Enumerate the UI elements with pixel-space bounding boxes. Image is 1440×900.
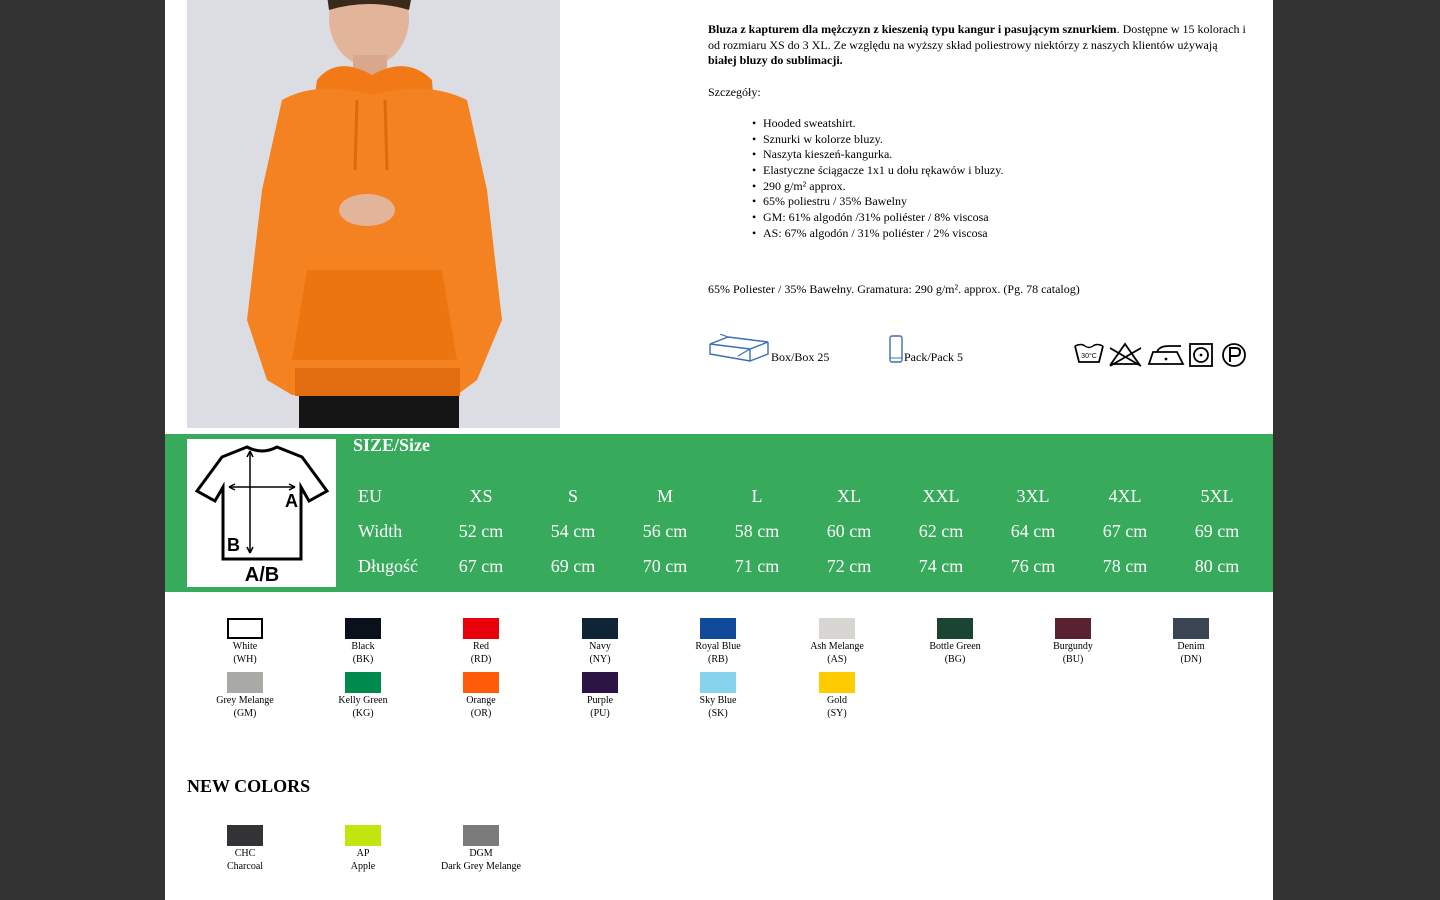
table-cell: 5XL (1200, 486, 1234, 506)
table-cell: 54 cm (550, 521, 596, 541)
color-code: (NY) (589, 654, 611, 665)
color-name: DGM (469, 848, 493, 859)
color-swatch-red (422, 618, 540, 666)
color-code: (SK) (708, 708, 728, 719)
size-diagram (187, 439, 336, 587)
color-swatch-ash-melange (778, 618, 896, 666)
box-label: Box/Box 25 (771, 350, 830, 364)
color-code: (WH) (233, 654, 257, 665)
table-cell: 69 cm (550, 556, 596, 576)
color-code: (RB) (708, 654, 728, 665)
color-name: Denim (1177, 641, 1205, 652)
color-name: White (232, 641, 258, 652)
care-symbols (1073, 338, 1251, 370)
size-chart (165, 434, 1273, 592)
color-chip (227, 672, 263, 693)
table-cell: 71 cm (734, 556, 780, 576)
color-chip (227, 618, 263, 639)
color-chip (463, 672, 499, 693)
table-cell: Width (358, 521, 403, 541)
product-photo (187, 0, 560, 428)
color-swatch-navy (541, 618, 659, 666)
color-chip (1173, 618, 1209, 639)
list-item: • AS: 67% algodón / 31% poliéster / 2% viscosa (763, 226, 1248, 242)
list-item: • 65% poliestru / 35% Bawelny (763, 194, 1248, 210)
intro-text: . Dostępne w 15 kolorach i od rozmiaru XS do 3 XL. Ze względu na wyższy skład poliestrowy niektórzy z naszych klientów używają (708, 22, 1246, 52)
table-cell: L (751, 486, 763, 506)
color-chip (345, 672, 381, 693)
color-code: (BK) (352, 654, 374, 665)
details-label: Szczegóły: (708, 84, 761, 99)
color-name: Royal Blue (695, 641, 741, 652)
color-name: Ash Melange (810, 641, 864, 652)
color-name: AP (356, 848, 370, 859)
table-cell: XL (837, 486, 861, 506)
table-cell: 62 cm (918, 521, 964, 541)
table-cell: 58 cm (734, 521, 780, 541)
table-cell: 60 cm (826, 521, 872, 541)
table-cell: 67 cm (1102, 521, 1148, 541)
table-cell: EU (358, 486, 382, 506)
color-chip (819, 672, 855, 693)
pack-label: Pack/Pack 5 (904, 350, 963, 364)
list-item: • Hooded sweatshirt. (763, 116, 1248, 132)
color-code: (AS) (827, 654, 847, 665)
color-name: CHC (234, 848, 256, 859)
color-swatch-denim (1132, 618, 1250, 666)
size-width-row (353, 514, 1263, 549)
catalog-page (165, 0, 1273, 900)
color-code: (SY) (827, 708, 847, 719)
color-swatch-burgundy (1014, 618, 1132, 666)
tumble-dry-icon (1190, 344, 1212, 366)
color-code: (OR) (470, 708, 492, 719)
iron-icon (1149, 346, 1183, 364)
size-length-row (353, 549, 1263, 584)
diagram-a-label: A (285, 491, 298, 511)
table-cell: 78 cm (1102, 556, 1148, 576)
color-chip (345, 825, 381, 846)
color-chip (937, 618, 973, 639)
table-cell: XS (469, 486, 493, 506)
no-bleach-icon (1110, 344, 1141, 366)
table-cell: XXL (922, 486, 960, 506)
intro-bold-text-2: białej bluzy do sublimacji. (708, 53, 843, 68)
list-item: • Elastyczne ściągacze 1x1 u dołu rękawów i bluzy. (763, 163, 1248, 179)
tshirt-measure-icon (187, 439, 336, 587)
color-swatch-black (304, 618, 422, 666)
intro-bold-text: Bluza z kapturem dla mężczyzn z kieszenią typu kangur i pasującym sznurkiem (708, 22, 1117, 36)
color-name: Purple (586, 695, 614, 706)
new-colors-title: NEW COLORS (187, 776, 311, 796)
color-swatch-bottle-green (896, 618, 1014, 666)
size-table (353, 479, 1263, 584)
list-item: • 290 g/m² approx. (763, 179, 1248, 195)
color-name: Bottle Green (929, 641, 981, 652)
color-code: (GM) (233, 708, 257, 719)
color-swatch-kelly-green (304, 672, 422, 720)
size-title: SIZE/Size (353, 435, 431, 455)
table-cell: 70 cm (642, 556, 688, 576)
color-swatch-purple (541, 672, 659, 720)
table-cell: 4XL (1108, 486, 1142, 506)
color-swatch-royal-blue (659, 618, 777, 666)
color-chip (819, 618, 855, 639)
color-swatch-grey-melange (186, 672, 304, 720)
box-icon (708, 334, 770, 364)
care-icons (1073, 338, 1251, 370)
diagram-ab-label: A/B (244, 564, 280, 586)
color-chip (700, 672, 736, 693)
color-swatch-charcoal (186, 825, 304, 873)
color-name: Burgundy (1053, 641, 1093, 652)
hoodie-model-illustration (187, 0, 560, 428)
list-item: • Sznurki w kolorze bluzy. (763, 132, 1248, 148)
table-cell: 56 cm (642, 521, 688, 541)
table-cell: M (656, 486, 673, 506)
color-swatch-gold (778, 672, 896, 720)
color-code: Charcoal (226, 861, 264, 872)
pack-info (888, 334, 988, 366)
color-chip (582, 672, 618, 693)
table-cell: 52 cm (458, 521, 504, 541)
color-chip (1055, 618, 1091, 639)
table-cell: 72 cm (826, 556, 872, 576)
pack-icon (888, 334, 904, 364)
color-name: Red (472, 641, 490, 652)
color-name: Kelly Green (338, 695, 388, 706)
size-header-row (353, 479, 1263, 514)
color-code: (DN) (1180, 654, 1202, 665)
table-cell: 80 cm (1194, 556, 1240, 576)
color-code: (BG) (944, 654, 966, 665)
box-info (708, 334, 838, 366)
wash-30-icon (1075, 345, 1103, 363)
color-code: (KG) (352, 708, 374, 719)
table-cell: 3XL (1016, 486, 1050, 506)
table-cell: Długość (358, 556, 418, 576)
color-chip (345, 618, 381, 639)
color-swatch-dark-grey-melange (422, 825, 540, 873)
table-cell: 74 cm (918, 556, 964, 576)
table-cell: 76 cm (1010, 556, 1056, 576)
wash-temp-label: 30°C (1081, 353, 1097, 360)
dry-clean-icon (1223, 344, 1245, 366)
color-code: (PU) (590, 708, 610, 719)
color-chip (227, 825, 263, 846)
color-name: Grey Melange (216, 695, 274, 706)
color-name: Black (351, 641, 375, 652)
table-cell: 69 cm (1194, 521, 1240, 541)
color-name: Sky Blue (699, 695, 737, 706)
details-list (708, 116, 1248, 242)
color-name: Navy (589, 641, 611, 652)
color-swatch-sky-blue (659, 672, 777, 720)
intro-paragraph (708, 22, 1248, 69)
color-chip (582, 618, 618, 639)
color-code: (BU) (1062, 654, 1084, 665)
color-code: (RD) (470, 654, 492, 665)
table-cell: 64 cm (1010, 521, 1056, 541)
list-item: • Naszyta kieszeń-kangurka. (763, 147, 1248, 163)
color-code: Apple (350, 861, 376, 872)
product-description (708, 22, 1248, 241)
color-swatch-orange (422, 672, 540, 720)
color-chip (700, 618, 736, 639)
color-name: Gold (827, 695, 847, 706)
color-chip (463, 825, 499, 846)
color-swatch-apple (304, 825, 422, 873)
color-code: Dark Grey Melange (441, 861, 521, 872)
diagram-b-label: B (227, 535, 240, 555)
color-swatch-white (186, 618, 304, 666)
color-name: Orange (466, 695, 496, 706)
color-chip (463, 618, 499, 639)
list-item: • GM: 61% algodón /31% poliéster / 8% viscosa (763, 210, 1248, 226)
table-cell: S (567, 486, 578, 506)
table-cell: 67 cm (458, 556, 504, 576)
composition-text: 65% Poliester / 35% Bawełny. Gramatura: 290 g/m². approx. (Pg. 78 catalog) (708, 282, 1080, 296)
